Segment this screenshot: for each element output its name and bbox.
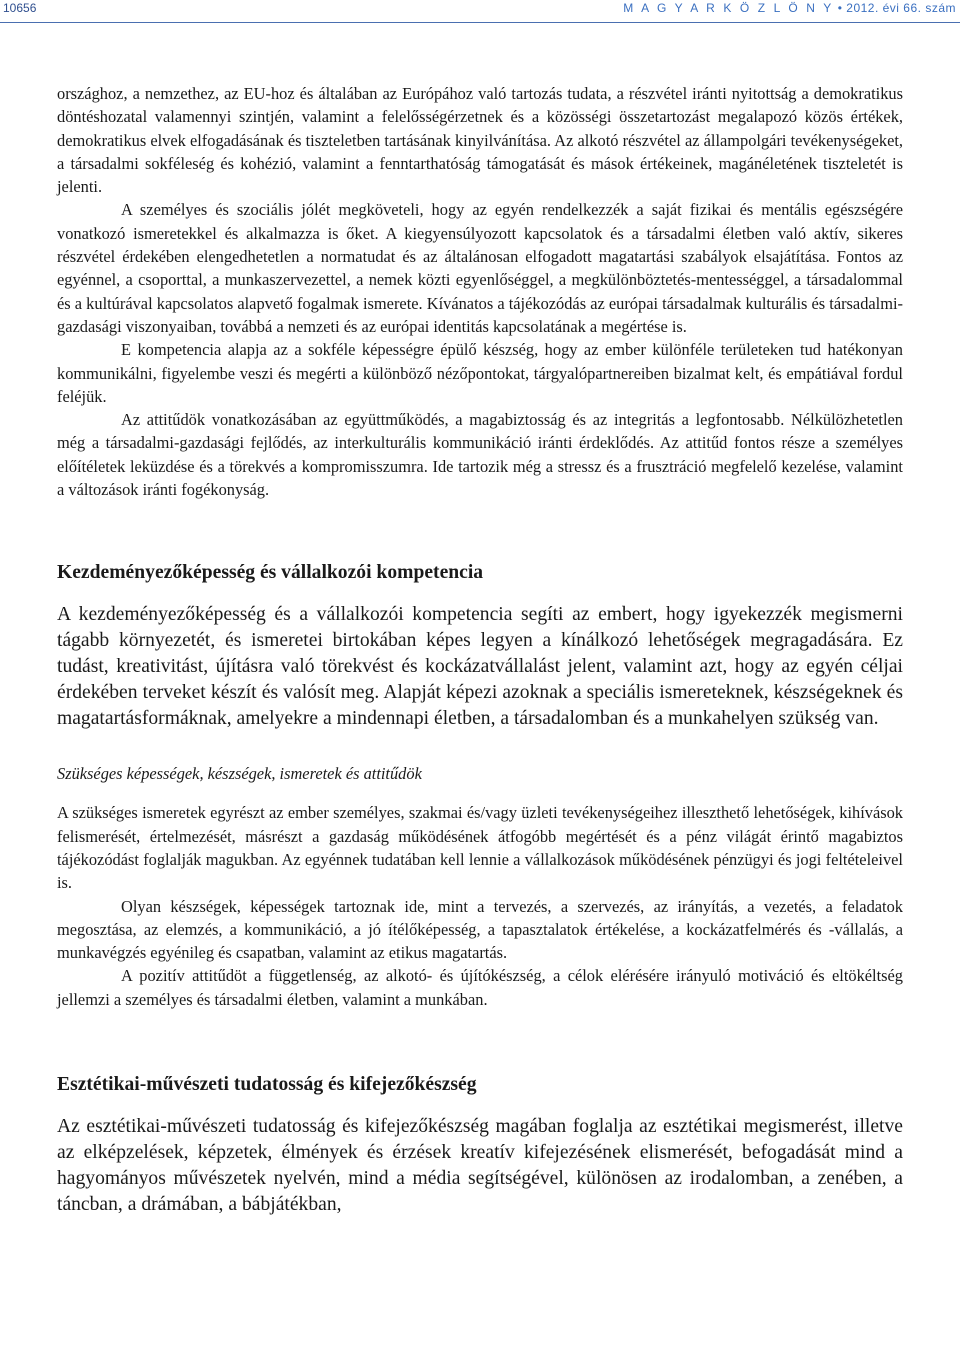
- paragraph: A személyes és szociális jólét megköveteli, hogy az egyén rendelkezzék a saját fizikai és mentális egészségére vonatkozó ismeretekkel és alkalmazza is őket. A kiegyensúlyozott kapcsolatok és a társadalmi életben való aktív, sikeres részvétel érdekében elengedhetetlen a normatudat és az általánosan elfogadott magatartási szabályok elsajátítása. Fontos az egyénnel, a csoporttal, a munkaszervezettel, a nemek közti egyenlőséggel, a megkülönböztetés-mentességgel, a társadalommal és a kultúrával kapcsolatos alapvető fogalmak ismerete. Kívánatos a tájékozódás az európai társadalmak kulturális és társadalmi-gazdasági viszonyaiban, továbbá a nemzeti és az európai identitás kapcsolatának a megértése is.: [57, 200, 903, 336]
- page-header: [0, 0, 960, 23]
- subsection-body: [57, 801, 903, 1011]
- issue-label: 2012. évi 66. szám: [846, 1, 956, 15]
- paragraph: A szükséges ismeretek egyrészt az ember személyes, szakmai és/vagy üzleti tevékenységeihez illeszthető lehetőségek, kihívások felismerését, értelmezését, másrészt a gazdaság működésének átfogóbb megértését és a pénz világát érintő magabiztos tájékozódást foglalják magukban. Az egyénnek tudatában kell lennie a vállalkozások működésének pénzügyi és jogi feltételeivel is.: [57, 803, 903, 893]
- journal-title: M A G Y A R K Ö Z L Ö N Y: [623, 1, 834, 15]
- paragraph: országhoz, a nemzethez, az EU-hoz és általában az Európához való tartozás tudata, a részvétel iránti nyitottság a demokratikus döntéshozatal valamennyi szintjén, valamint a felelősségérzetnek és a közösségi összetartozást megalapozó közös értékek, demokratikus elvek elfogadásának és tiszteletben tartásának kinyilvánítása. Az alkotó részvétel az állampolgári tevékenységeket, a társadalmi sokféleség és kohézió, valamint a fenntarthatóság támogatását és mások értékeinek, magánéletének tiszteletét is jelenti.: [57, 84, 903, 197]
- bullet-separator: •: [837, 1, 843, 15]
- journal-info: [623, 1, 956, 15]
- section-intro: [57, 602, 903, 732]
- paragraph: E kompetencia alapja az a sokféle képességre épülő készség, hogy az ember különféle területeken tud hatékonyan kommunikálni, figyelembe veszi és megérti a különböző nézőpontokat, tárgyalópartnereiben bizalmat kelt, és empátiával fordul feléjük.: [57, 340, 903, 406]
- section-heading: Esztétikai-művészeti tudatosság és kifejezőkészség: [57, 1074, 477, 1096]
- paragraph: Az attitűdök vonatkozásában az együttműködés, a magabiztosság és az integritás a legfontosabb. Nélkülözhetetlen még a társadalmi-gazdasági fejlődés, az interkulturális kommunikáció iránti érdeklődés. Az attitűd fontos része a személyes előítéletek leküzdése és a törekvés a kompromisszumra. Ide tartozik még a stressz és a frusztráció megfelelő kezelése, valamint a változások iránti fogékonyság.: [57, 410, 903, 500]
- paragraph: Olyan készségek, képességek tartoznak ide, mint a tervezés, a szervezés, az irányítás, a vezetés, a feladatok megosztása, az elemzés, a kommunikáció, a jó ítélőképesség, a tapasztalatok értékelése, a kockázatfelmérés és -vállalás, a munkavégzés egyénileg és csapatban, valamint az etikus magatartás.: [57, 896, 903, 963]
- paragraph: A pozitív attitűdöt a függetlenség, az alkotó- és újítókészség, a célok elérésére irányuló motiváció és eltökéltség jellemzi a személyes és társadalmi életben, valamint a munkában.: [57, 966, 903, 1009]
- paragraph: Az esztétikai-művészeti tudatosság és kifejezőkészség magában foglalja az esztétikai megismerést, illetve az elképzelések, képzetek, élmények és érzések kreatív kifejezésének elismerését, befogadását mind a hagyományos művészetek nyelvén, mind a média segítségével, különösen az irodalomban, a zenében, a táncban, a drámában, a bábjátékban,: [57, 1116, 903, 1216]
- subsection-heading: Szükséges képességek, készségek, ismeretek és attitűdök: [57, 764, 422, 784]
- page-content: [57, 82, 903, 1218]
- paragraph: A kezdeményezőképesség és a vállalkozói kompetencia segíti az embert, hogy igyekezzék megismerni tágabb környezetét, és ismeretei birtokában képes legyen a kínálkozó lehetőségek megragadására. Ez tudást, kreativitást, újításra való törekvést és kockázatvállalást jelent, valamint azt, hogy az egyén céljai érdekében terveket készít és valósít meg. Alapját képezi azoknak a speciális ismereteknek, készségeknek és magatartásformáknak, amelyekre a mindennapi életben, a társadalomban és a munkahelyen szükség van.: [57, 604, 903, 730]
- section-heading: Kezdeményezőképesség és vállalkozói kompetencia: [57, 562, 484, 584]
- section-intro: [57, 1114, 903, 1218]
- continued-section: [57, 82, 903, 501]
- page-number: 10656: [3, 1, 37, 15]
